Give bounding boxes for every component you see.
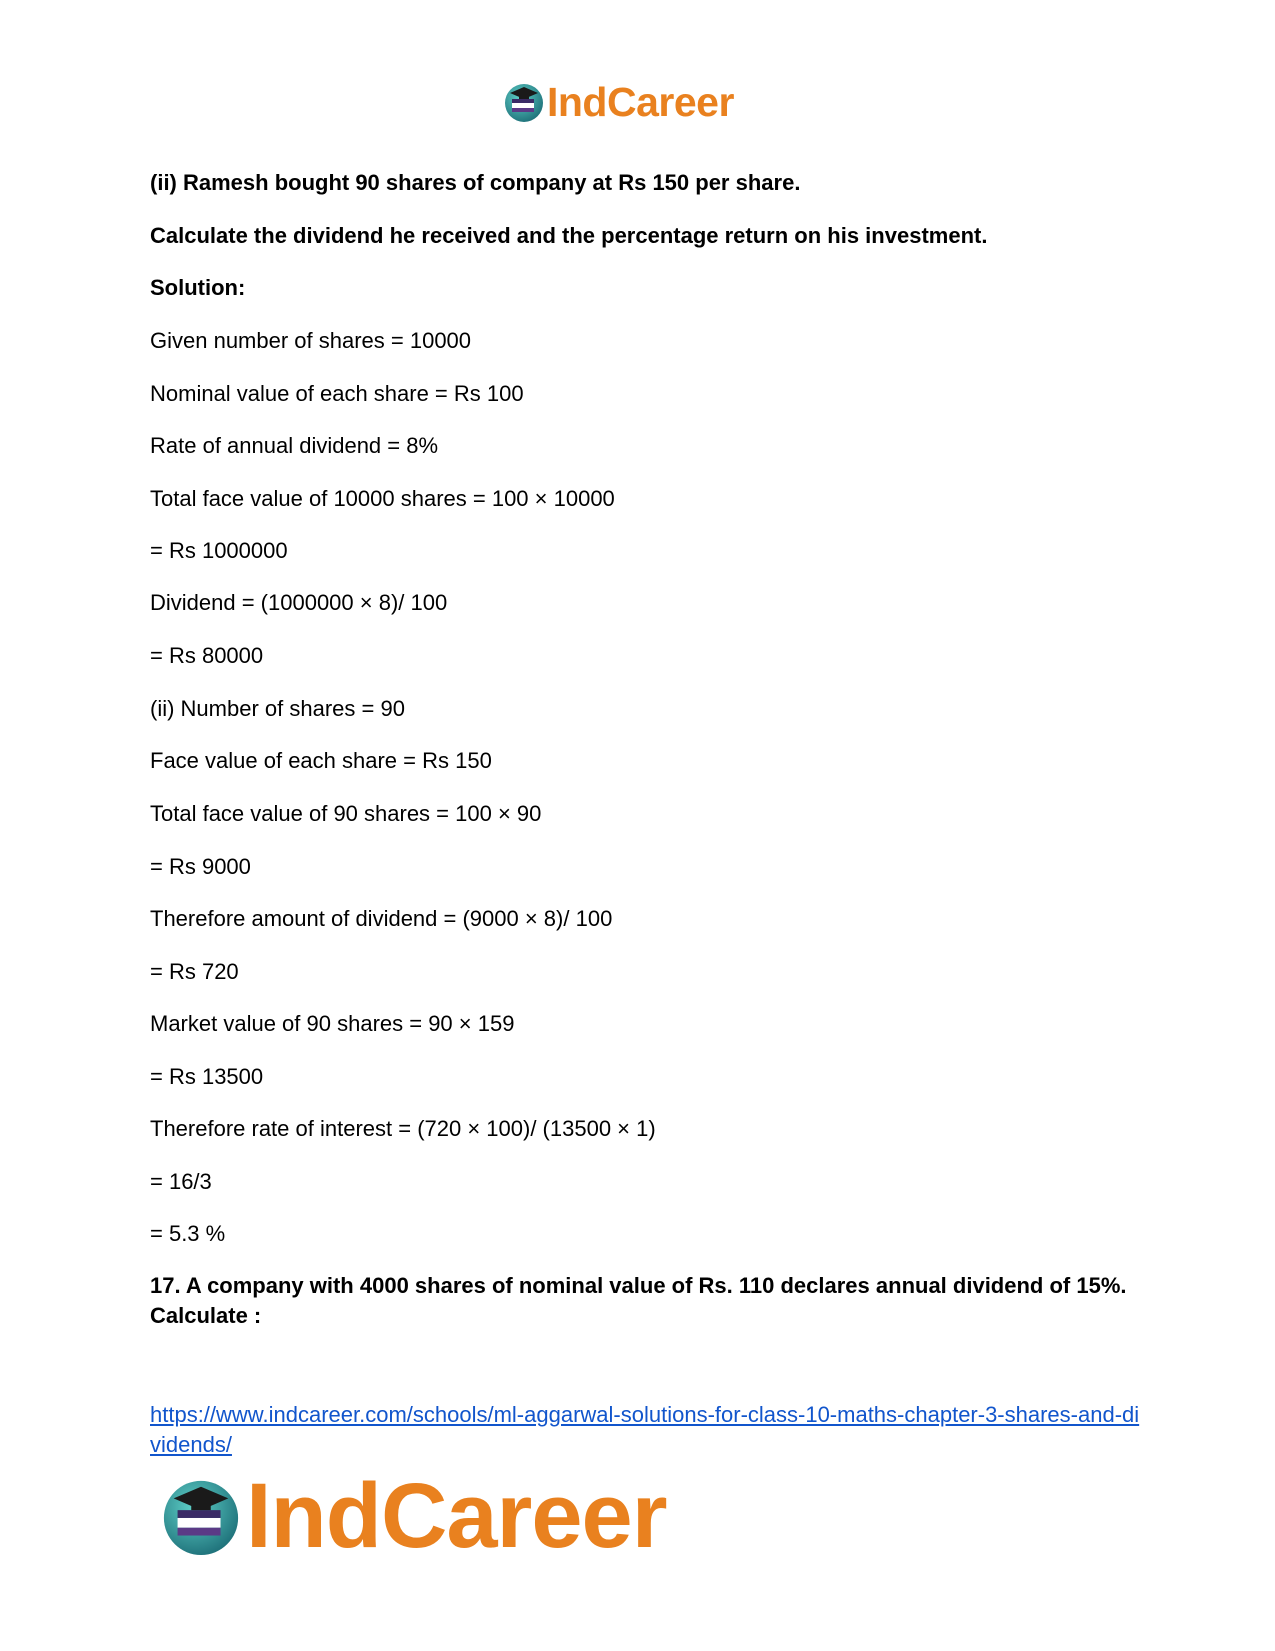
solution-line: Dividend = (1000000 × 8)/ 100	[150, 590, 448, 615]
solution-line: = Rs 80000	[150, 643, 264, 668]
graduate-book-icon	[503, 81, 545, 123]
graduate-book-icon	[160, 1475, 242, 1557]
question-part-ii: (ii) Ramesh bought 90 shares of company at Rs 150 per share.	[150, 170, 801, 195]
solution-line: = 16/3	[150, 1169, 212, 1194]
solution-line: Total face value of 10000 shares = 100 × 10000	[150, 486, 615, 511]
question-instruction: Calculate the dividend he received and the percentage return on his investment.	[150, 223, 988, 248]
footer-logo	[160, 1465, 667, 1567]
source-link[interactable]: https://www.indcareer.com/schools/ml-aggarwal-solutions-for-class-10-maths-chapter-3-shares-and-dividends/	[150, 1402, 1140, 1457]
next-question: 17. A company with 4000 shares of nominal value of Rs. 110 declares annual dividend of 15%. Calculate :	[150, 1273, 1127, 1328]
solution-line: Given number of shares = 10000	[150, 328, 472, 353]
solution-line: Nominal value of each share = Rs 100	[150, 381, 524, 406]
solution-line: Therefore amount of dividend = (9000 × 8)/ 100	[150, 906, 613, 931]
solution-line: = Rs 9000	[150, 854, 251, 879]
solution-line: Total face value of 90 shares = 100 × 90	[150, 801, 542, 826]
header-logo	[503, 80, 734, 124]
solution-line: (ii) Number of shares = 90	[150, 696, 405, 721]
solution-line: Therefore rate of interest = (720 × 100)/ (13500 × 1)	[150, 1116, 656, 1141]
solution-line: Rate of annual dividend = 8%	[150, 433, 439, 458]
solution-line: = 5.3 %	[150, 1221, 226, 1246]
solution-line: = Rs 13500	[150, 1064, 264, 1089]
solution-line: Market value of 90 shares = 90 × 159	[150, 1011, 515, 1036]
solution-line: Face value of each share = Rs 150	[150, 748, 492, 773]
solution-line: = Rs 1000000	[150, 538, 288, 563]
solution-heading: Solution:	[150, 275, 246, 300]
logo-text: IndCareer	[246, 1465, 667, 1567]
logo-text: IndCareer	[547, 79, 734, 125]
solution-line: = Rs 720	[150, 959, 239, 984]
